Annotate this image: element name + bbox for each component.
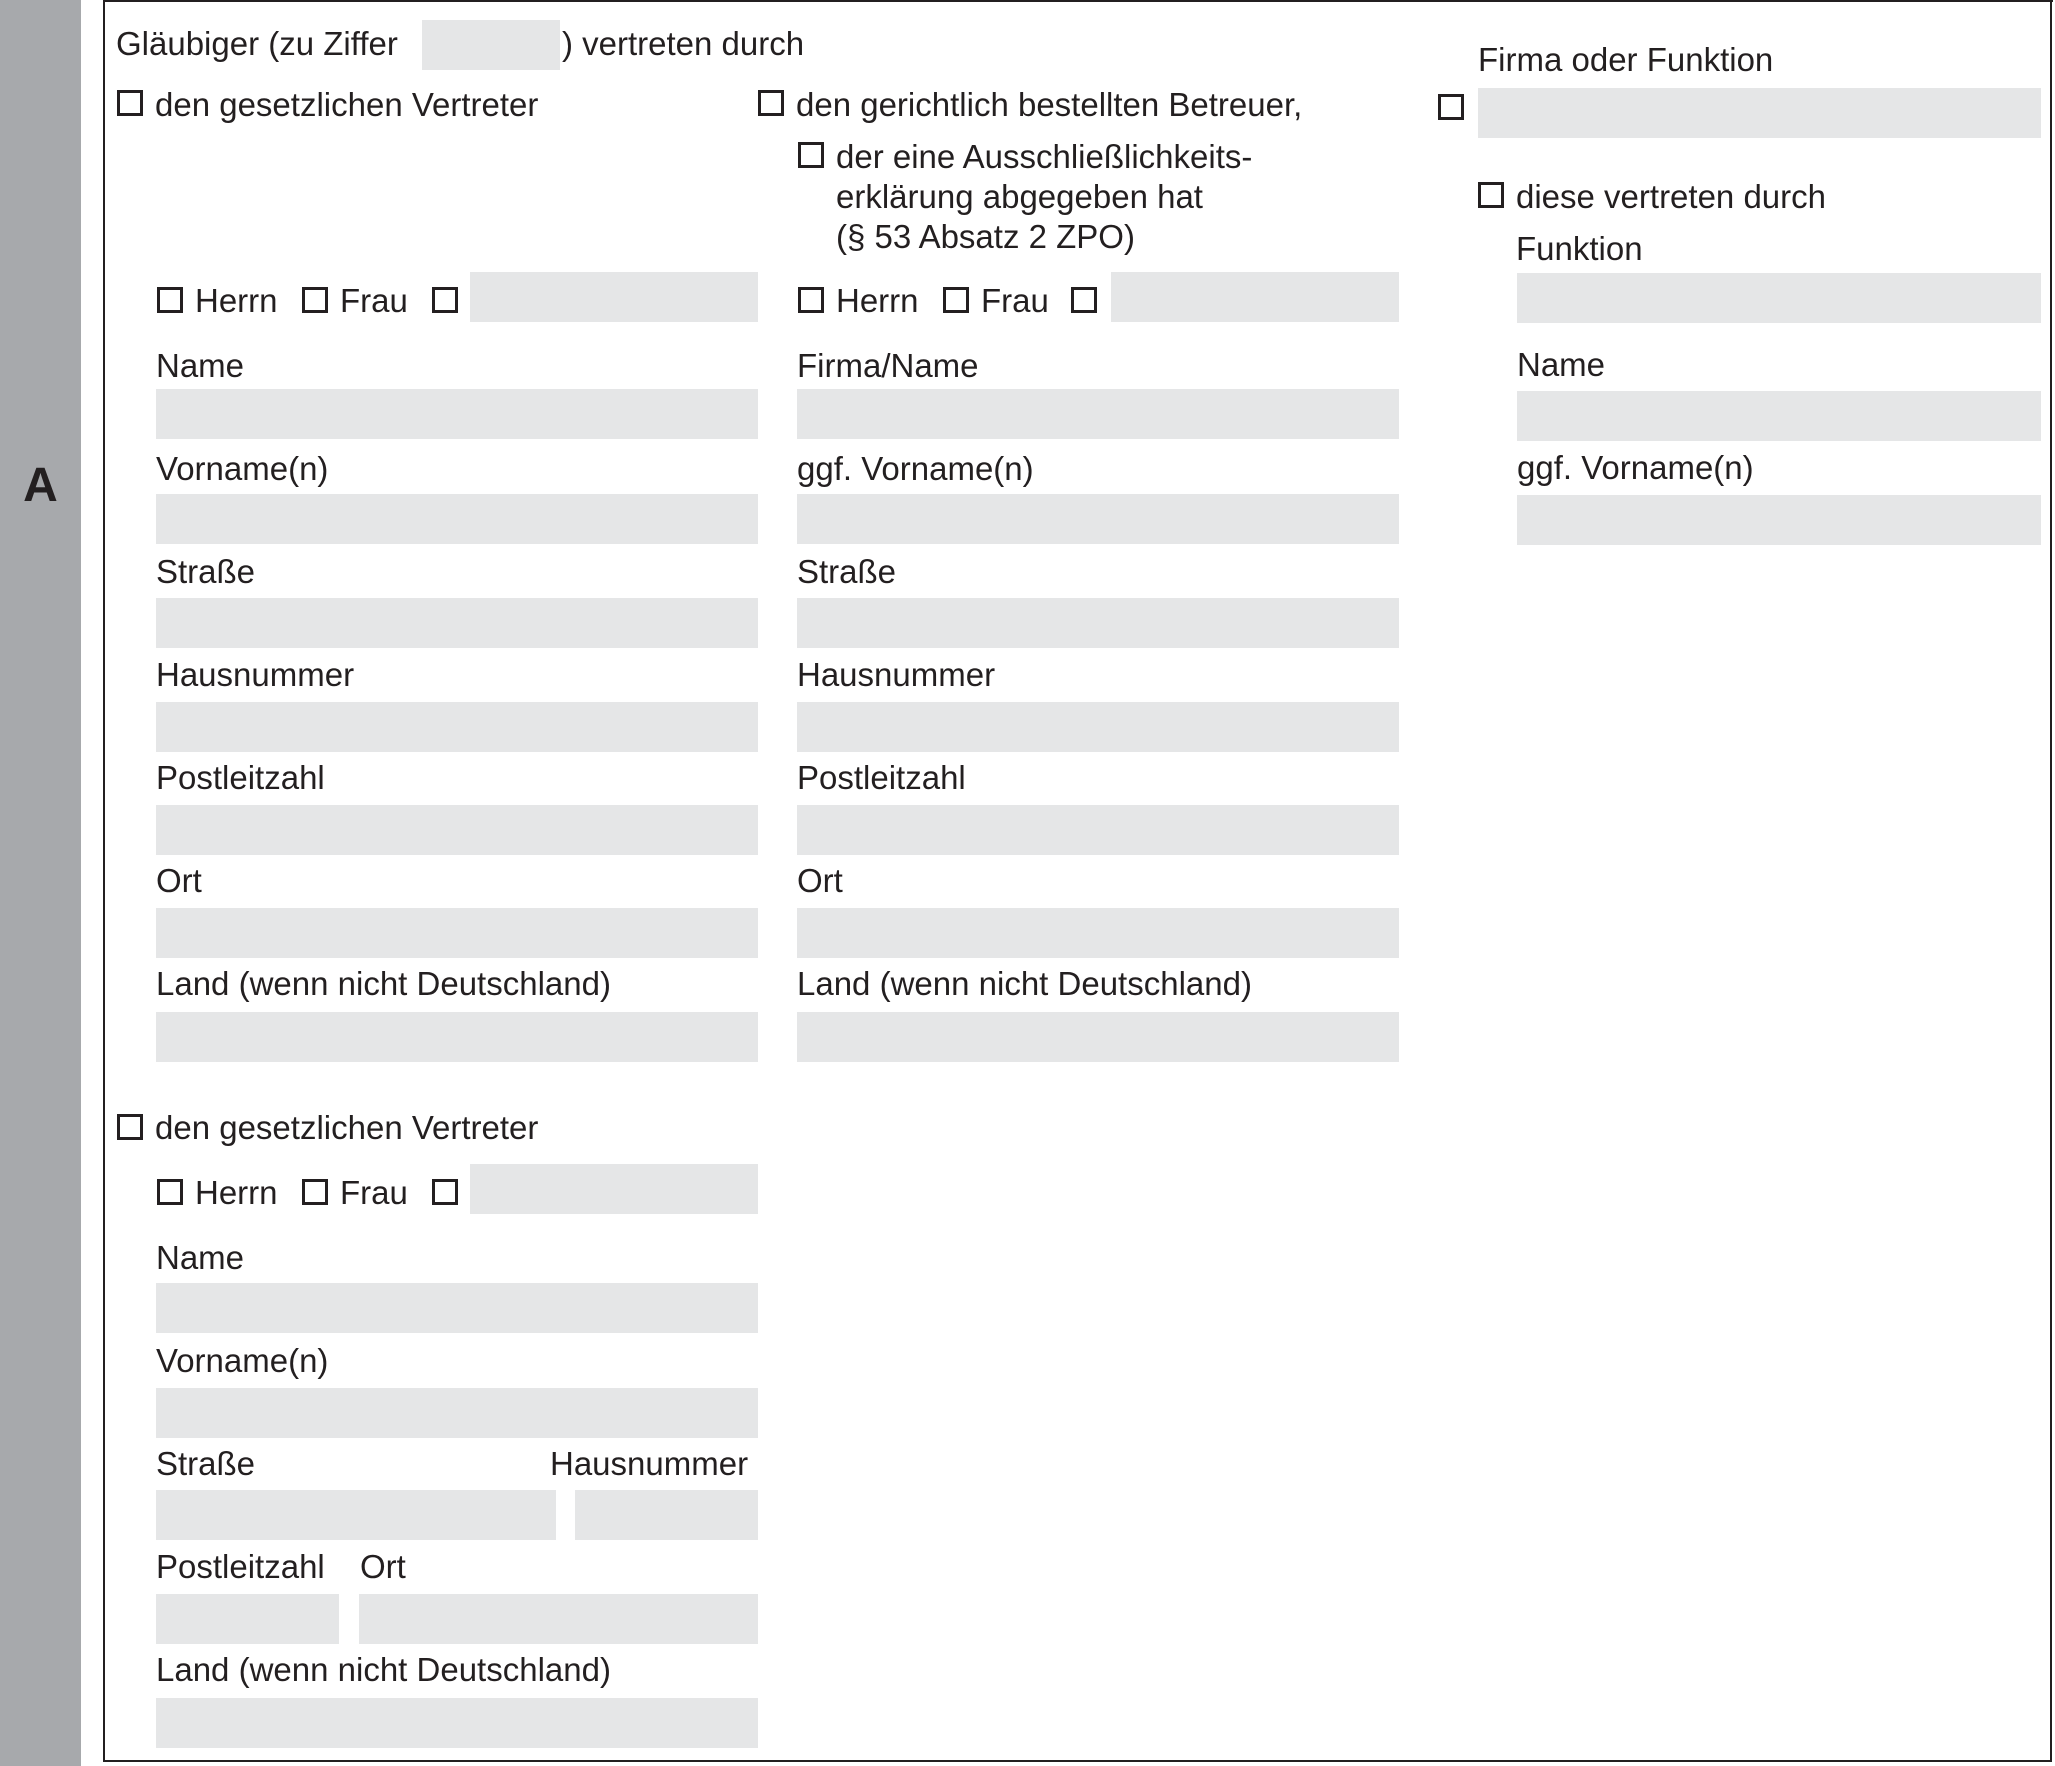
col2-hausnummer-input[interactable] xyxy=(797,702,1399,752)
col1-hausnummer-label: Hausnummer xyxy=(156,656,355,693)
second-land-input[interactable] xyxy=(156,1698,758,1748)
col2-ort-label: Ort xyxy=(797,862,843,899)
section-sidebar xyxy=(0,0,81,1766)
col1-ort-input[interactable] xyxy=(156,908,758,958)
col2-name-input[interactable] xyxy=(797,389,1399,439)
second-name-label: Name xyxy=(156,1239,245,1276)
col1-frau-label: Frau xyxy=(340,282,408,319)
form-frame-top xyxy=(103,0,2053,2)
col3-firma-input[interactable] xyxy=(1478,88,2041,138)
section-letter: A xyxy=(23,459,58,512)
col3-vorname-label: ggf. Vorname(n) xyxy=(1517,449,1754,486)
col1-vorname-input[interactable] xyxy=(156,494,758,544)
col2-sub-option-line2: erklärung abgegeben hat xyxy=(836,178,1203,215)
header-prefix: Gläubiger (zu Ziffer xyxy=(116,25,398,62)
ziffer-input[interactable] xyxy=(422,20,560,70)
col3-name-label: Name xyxy=(1517,346,1606,383)
second-option-checkbox[interactable] xyxy=(117,1114,143,1140)
second-hausnummer-input[interactable] xyxy=(575,1490,758,1540)
second-land-label: Land (wenn nicht Deutschland) xyxy=(156,1651,611,1688)
col1-land-input[interactable] xyxy=(156,1012,758,1062)
second-ort-input[interactable] xyxy=(359,1594,758,1644)
col1-other-salutation-input[interactable] xyxy=(470,272,758,322)
col1-option-label: den gesetzlichen Vertreter xyxy=(155,86,539,123)
col3-vertreten-checkbox[interactable] xyxy=(1478,182,1504,208)
col2-other-salutation-checkbox[interactable] xyxy=(1071,287,1097,313)
col2-ort-input[interactable] xyxy=(797,908,1399,958)
second-hausnummer-label: Hausnummer xyxy=(550,1445,749,1482)
col1-strasse-input[interactable] xyxy=(156,598,758,648)
col1-herrn-label: Herrn xyxy=(195,282,278,319)
col1-hausnummer-input[interactable] xyxy=(156,702,758,752)
col2-vorname-input[interactable] xyxy=(797,494,1399,544)
col2-land-input[interactable] xyxy=(797,1012,1399,1062)
second-herrn-label: Herrn xyxy=(195,1174,278,1211)
col1-other-salutation-checkbox[interactable] xyxy=(432,287,458,313)
second-plz-input[interactable] xyxy=(156,1594,339,1644)
col3-vorname-input[interactable] xyxy=(1517,495,2041,545)
col2-herrn-checkbox[interactable] xyxy=(798,287,824,313)
second-frau-label: Frau xyxy=(340,1174,408,1211)
col2-sub-option-line1: der eine Ausschließlichkeits- xyxy=(836,138,1253,175)
col2-sub-option-checkbox[interactable] xyxy=(798,142,824,168)
second-strasse-label: Straße xyxy=(156,1445,256,1482)
col2-sub-option-line3: (§ 53 Absatz 2 ZPO) xyxy=(836,218,1135,255)
col3-funktion-label: Funktion xyxy=(1516,230,1643,267)
col2-frau-checkbox[interactable] xyxy=(943,287,969,313)
col1-option-checkbox[interactable] xyxy=(117,90,143,116)
col1-plz-label: Postleitzahl xyxy=(156,759,325,796)
col1-land-label: Land (wenn nicht Deutschland) xyxy=(156,965,611,1002)
col2-name-label: Firma/Name xyxy=(797,347,979,384)
col2-plz-input[interactable] xyxy=(797,805,1399,855)
second-strasse-input[interactable] xyxy=(156,1490,556,1540)
second-other-salutation-checkbox[interactable] xyxy=(432,1179,458,1205)
col1-name-label: Name xyxy=(156,347,245,384)
second-frau-checkbox[interactable] xyxy=(302,1179,328,1205)
second-vorname-label: Vorname(n) xyxy=(156,1342,329,1379)
second-ort-label: Ort xyxy=(360,1548,406,1585)
col1-strasse-label: Straße xyxy=(156,553,256,590)
col1-frau-checkbox[interactable] xyxy=(302,287,328,313)
col3-firma-label: Firma oder Funktion xyxy=(1478,41,1774,78)
second-herrn-checkbox[interactable] xyxy=(157,1179,183,1205)
col2-frau-label: Frau xyxy=(981,282,1049,319)
second-vorname-input[interactable] xyxy=(156,1388,758,1438)
col1-plz-input[interactable] xyxy=(156,805,758,855)
col2-option-label: den gerichtlich bestellten Betreuer, xyxy=(796,86,1303,123)
col2-strasse-label: Straße xyxy=(797,553,897,590)
second-name-input[interactable] xyxy=(156,1283,758,1333)
col2-vorname-label: ggf. Vorname(n) xyxy=(797,450,1034,487)
col2-herrn-label: Herrn xyxy=(836,282,919,319)
second-plz-label: Postleitzahl xyxy=(156,1548,325,1585)
col1-herrn-checkbox[interactable] xyxy=(157,287,183,313)
col3-funktion-input[interactable] xyxy=(1517,273,2041,323)
col2-land-label: Land (wenn nicht Deutschland) xyxy=(797,965,1252,1002)
col1-name-input[interactable] xyxy=(156,389,758,439)
second-option-label: den gesetzlichen Vertreter xyxy=(155,1109,539,1146)
col1-vorname-label: Vorname(n) xyxy=(156,450,329,487)
col2-other-salutation-input[interactable] xyxy=(1111,272,1399,322)
second-other-salutation-input[interactable] xyxy=(470,1164,758,1214)
col2-hausnummer-label: Hausnummer xyxy=(797,656,996,693)
col3-firma-checkbox[interactable] xyxy=(1438,94,1464,120)
col2-plz-label: Postleitzahl xyxy=(797,759,966,796)
col3-name-input[interactable] xyxy=(1517,391,2041,441)
header-suffix: ) vertreten durch xyxy=(562,25,805,62)
col1-ort-label: Ort xyxy=(156,862,202,899)
col2-option-checkbox[interactable] xyxy=(758,90,784,116)
col3-vertreten-label: diese vertreten durch xyxy=(1516,178,1827,215)
col2-strasse-input[interactable] xyxy=(797,598,1399,648)
